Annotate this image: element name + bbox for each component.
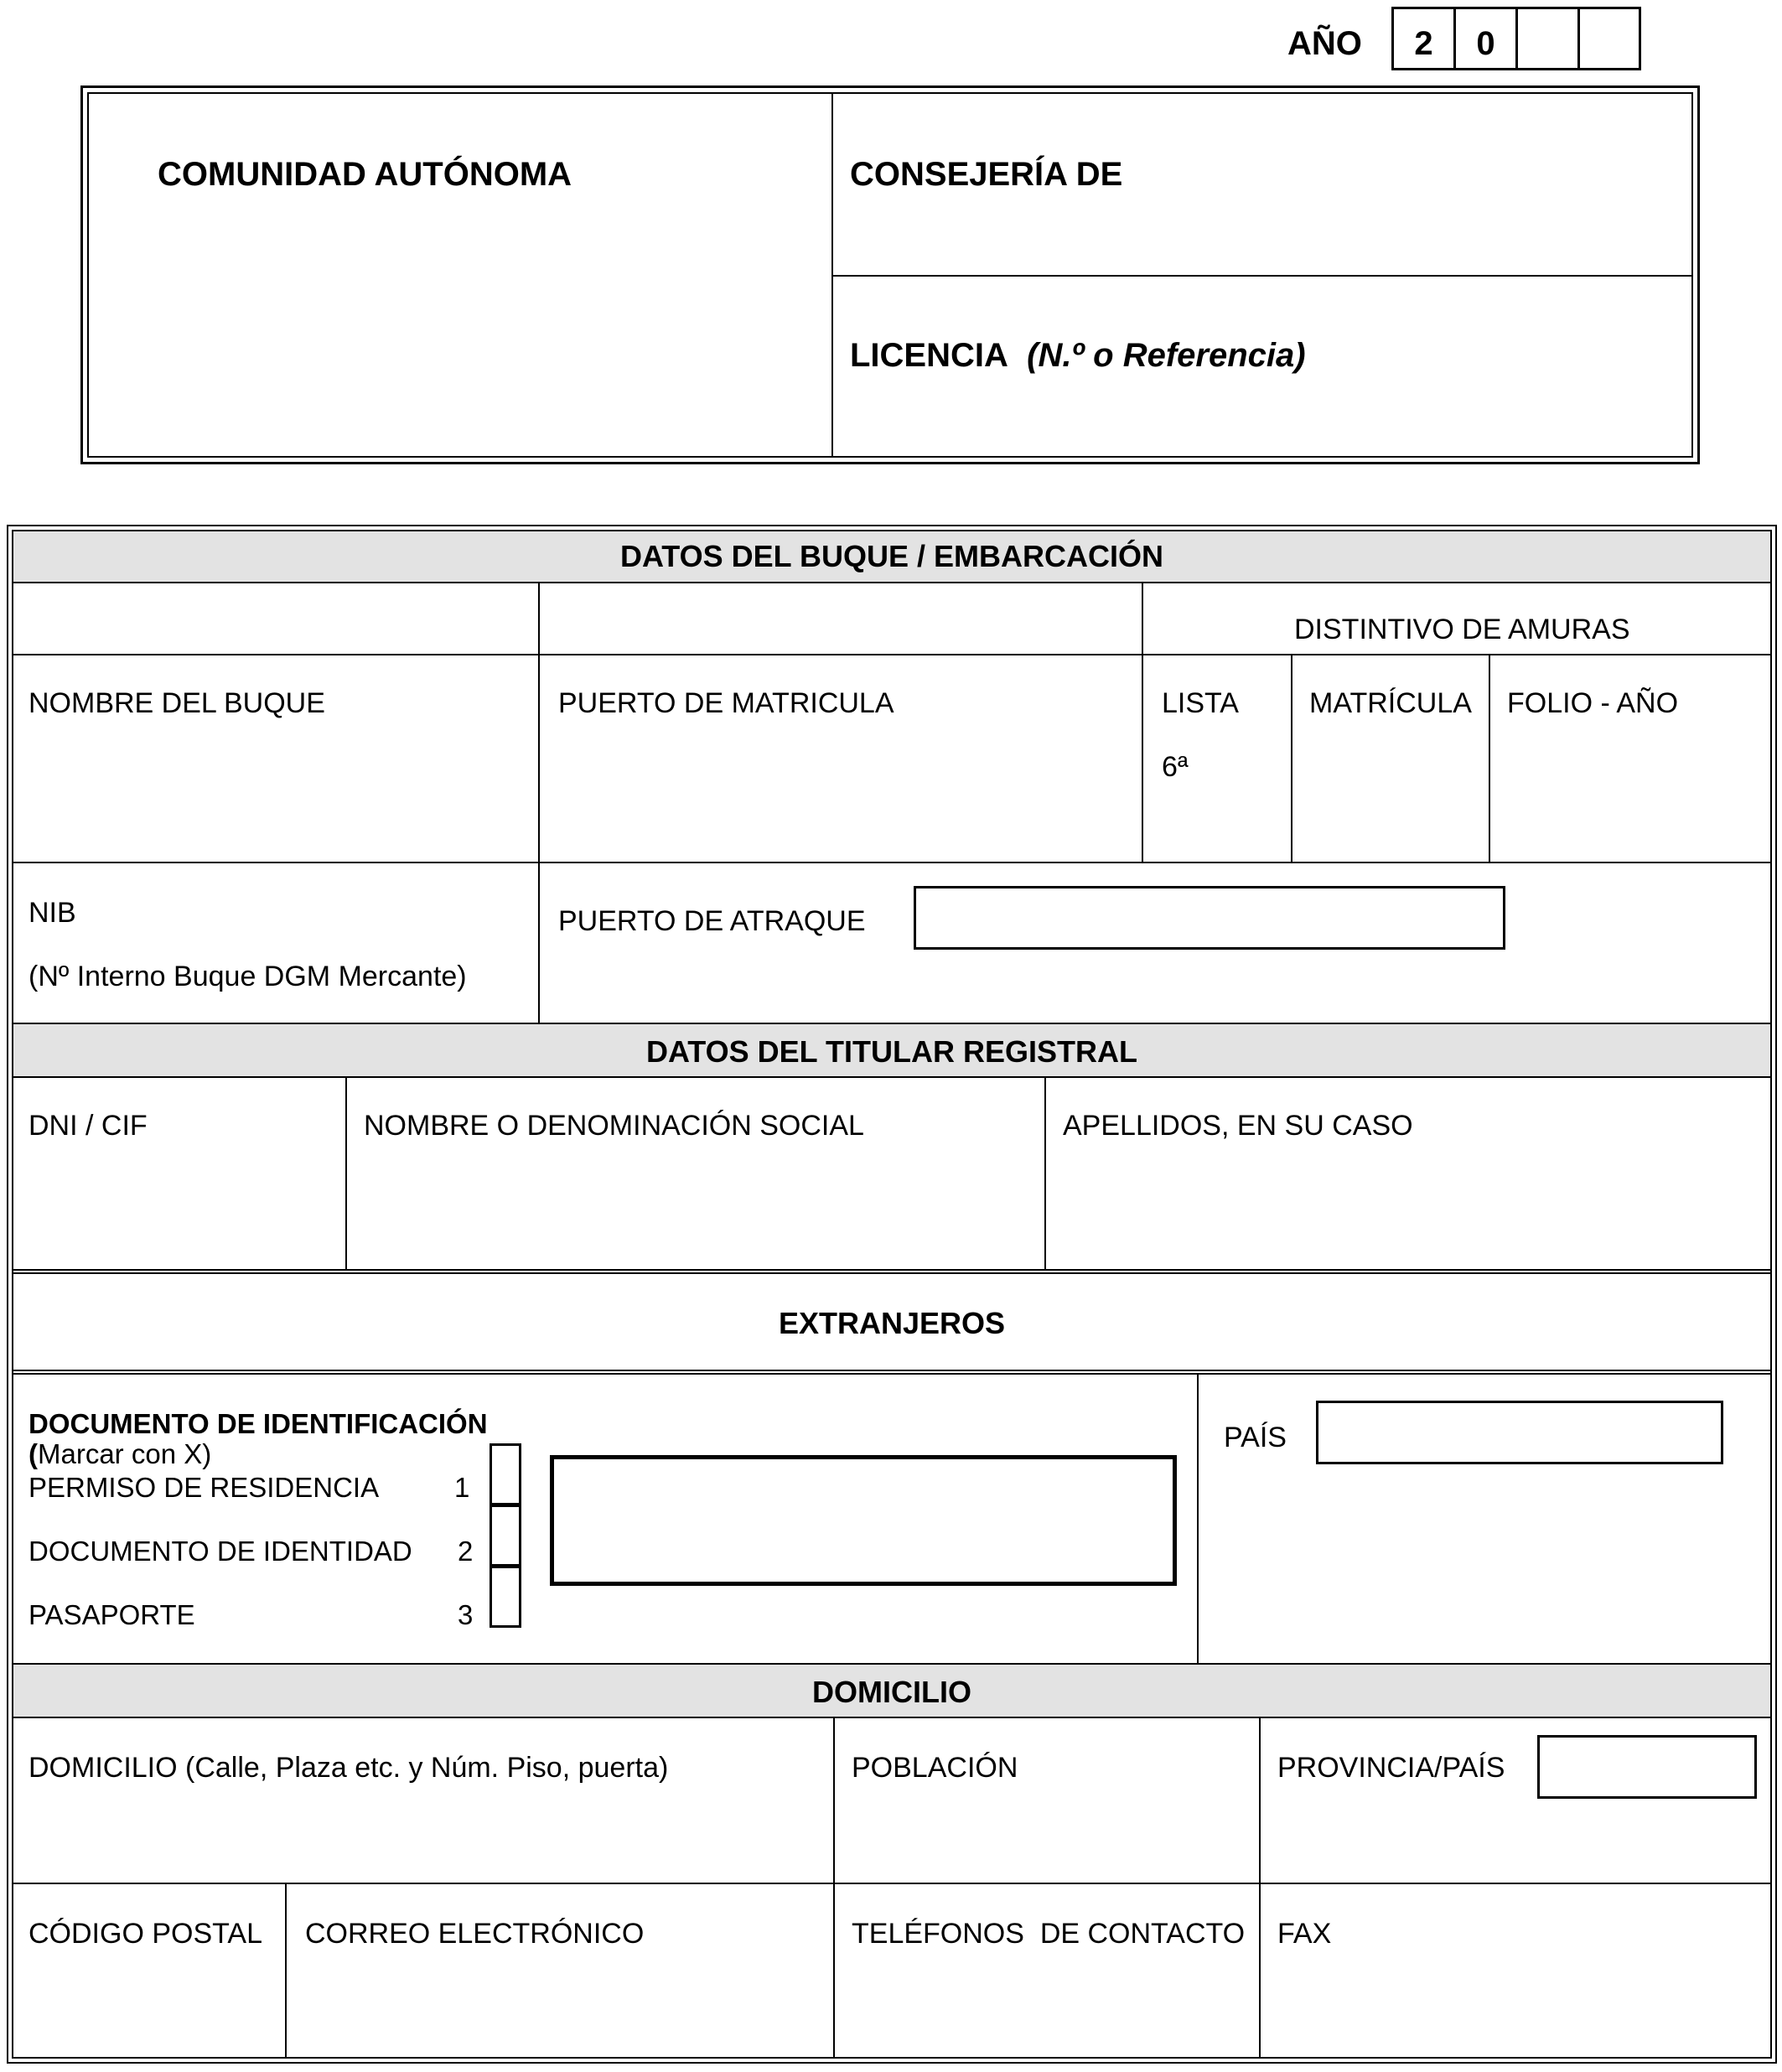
domicilio-label: DOMICILIO (Calle, Plaza etc. y Núm. Piso, puerta) — [28, 1752, 669, 1784]
document-number-input[interactable] — [550, 1455, 1177, 1586]
pais-input[interactable] — [1316, 1401, 1723, 1464]
matricula-label: MATRÍCULA — [1309, 687, 1472, 719]
doc-identificacion-title: DOCUMENTO DE IDENTIFICACIÓN — [28, 1408, 488, 1439]
year-digit-2[interactable]: 0 — [1476, 25, 1495, 62]
licencia-text: LICENCIA — [850, 337, 1008, 374]
option-permiso-num: 1 — [454, 1472, 470, 1503]
distintivo-label: DISTINTIVO DE AMURAS — [1294, 614, 1630, 645]
nib-description: (Nº Interno Buque DGM Mercante) — [28, 961, 467, 992]
licencia-ref: (N.º o Referencia) — [1027, 337, 1306, 374]
option-pasaporte-label: PASAPORTE — [28, 1599, 195, 1630]
provincia-input[interactable] — [1537, 1735, 1757, 1799]
telefonos-label: TELÉFONOS DE CONTACTO — [852, 1918, 1246, 1950]
option-documento-num: 2 — [458, 1536, 474, 1567]
option-permiso-label: PERMISO DE RESIDENCIA — [28, 1472, 380, 1503]
dni-label: DNI / CIF — [28, 1110, 148, 1142]
provincia-label: PROVINCIA/PAÍS — [1277, 1752, 1505, 1784]
titular-section-title: DATOS DEL TITULAR REGISTRAL — [645, 1034, 1137, 1069]
checkbox-permiso[interactable] — [490, 1443, 521, 1505]
option-documento-label: DOCUMENTO DE IDENTIDAD — [28, 1536, 412, 1567]
puerto-matricula-label: PUERTO DE MATRICULA — [558, 687, 894, 719]
lista-label: LISTA — [1162, 687, 1239, 719]
extranjeros-title: EXTRANJEROS — [778, 1306, 1006, 1340]
nombre-social-label: NOMBRE O DENOMINACIÓN SOCIAL — [364, 1110, 864, 1142]
puerto-atraque-input[interactable] — [914, 886, 1505, 950]
correo-label: CORREO ELECTRÓNICO — [305, 1918, 645, 1950]
doc-hint: (Marcar con X) — [28, 1438, 212, 1469]
licencia-label — [850, 337, 1306, 375]
year-label: AÑO — [1287, 25, 1362, 62]
apellidos-label: APELLIDOS, EN SU CASO — [1063, 1110, 1413, 1142]
consejeria-label: CONSEJERÍA DE — [850, 156, 1123, 193]
checkbox-pasaporte[interactable] — [490, 1566, 521, 1628]
fax-label: FAX — [1277, 1918, 1332, 1950]
buque-section-title: DATOS DEL BUQUE / EMBARCACIÓN — [619, 539, 1164, 573]
pais-label: PAÍS — [1224, 1422, 1287, 1453]
nombre-buque-label: NOMBRE DEL BUQUE — [28, 687, 325, 719]
poblacion-label: POBLACIÓN — [852, 1752, 1018, 1784]
lista-value: 6ª — [1162, 751, 1189, 783]
nib-label: NIB — [28, 897, 76, 929]
year-digit-1[interactable]: 2 — [1414, 25, 1433, 62]
checkbox-documento[interactable] — [490, 1505, 521, 1567]
codigo-postal-label: CÓDIGO POSTAL — [28, 1918, 262, 1950]
domicilio-section-title: DOMICILIO — [812, 1675, 971, 1709]
folio-label: FOLIO - AÑO — [1507, 687, 1679, 719]
option-pasaporte-num: 3 — [458, 1599, 474, 1630]
puerto-atraque-label: PUERTO DE ATRAQUE — [558, 905, 866, 937]
comunidad-label: COMUNIDAD AUTÓNOMA — [158, 156, 572, 193]
